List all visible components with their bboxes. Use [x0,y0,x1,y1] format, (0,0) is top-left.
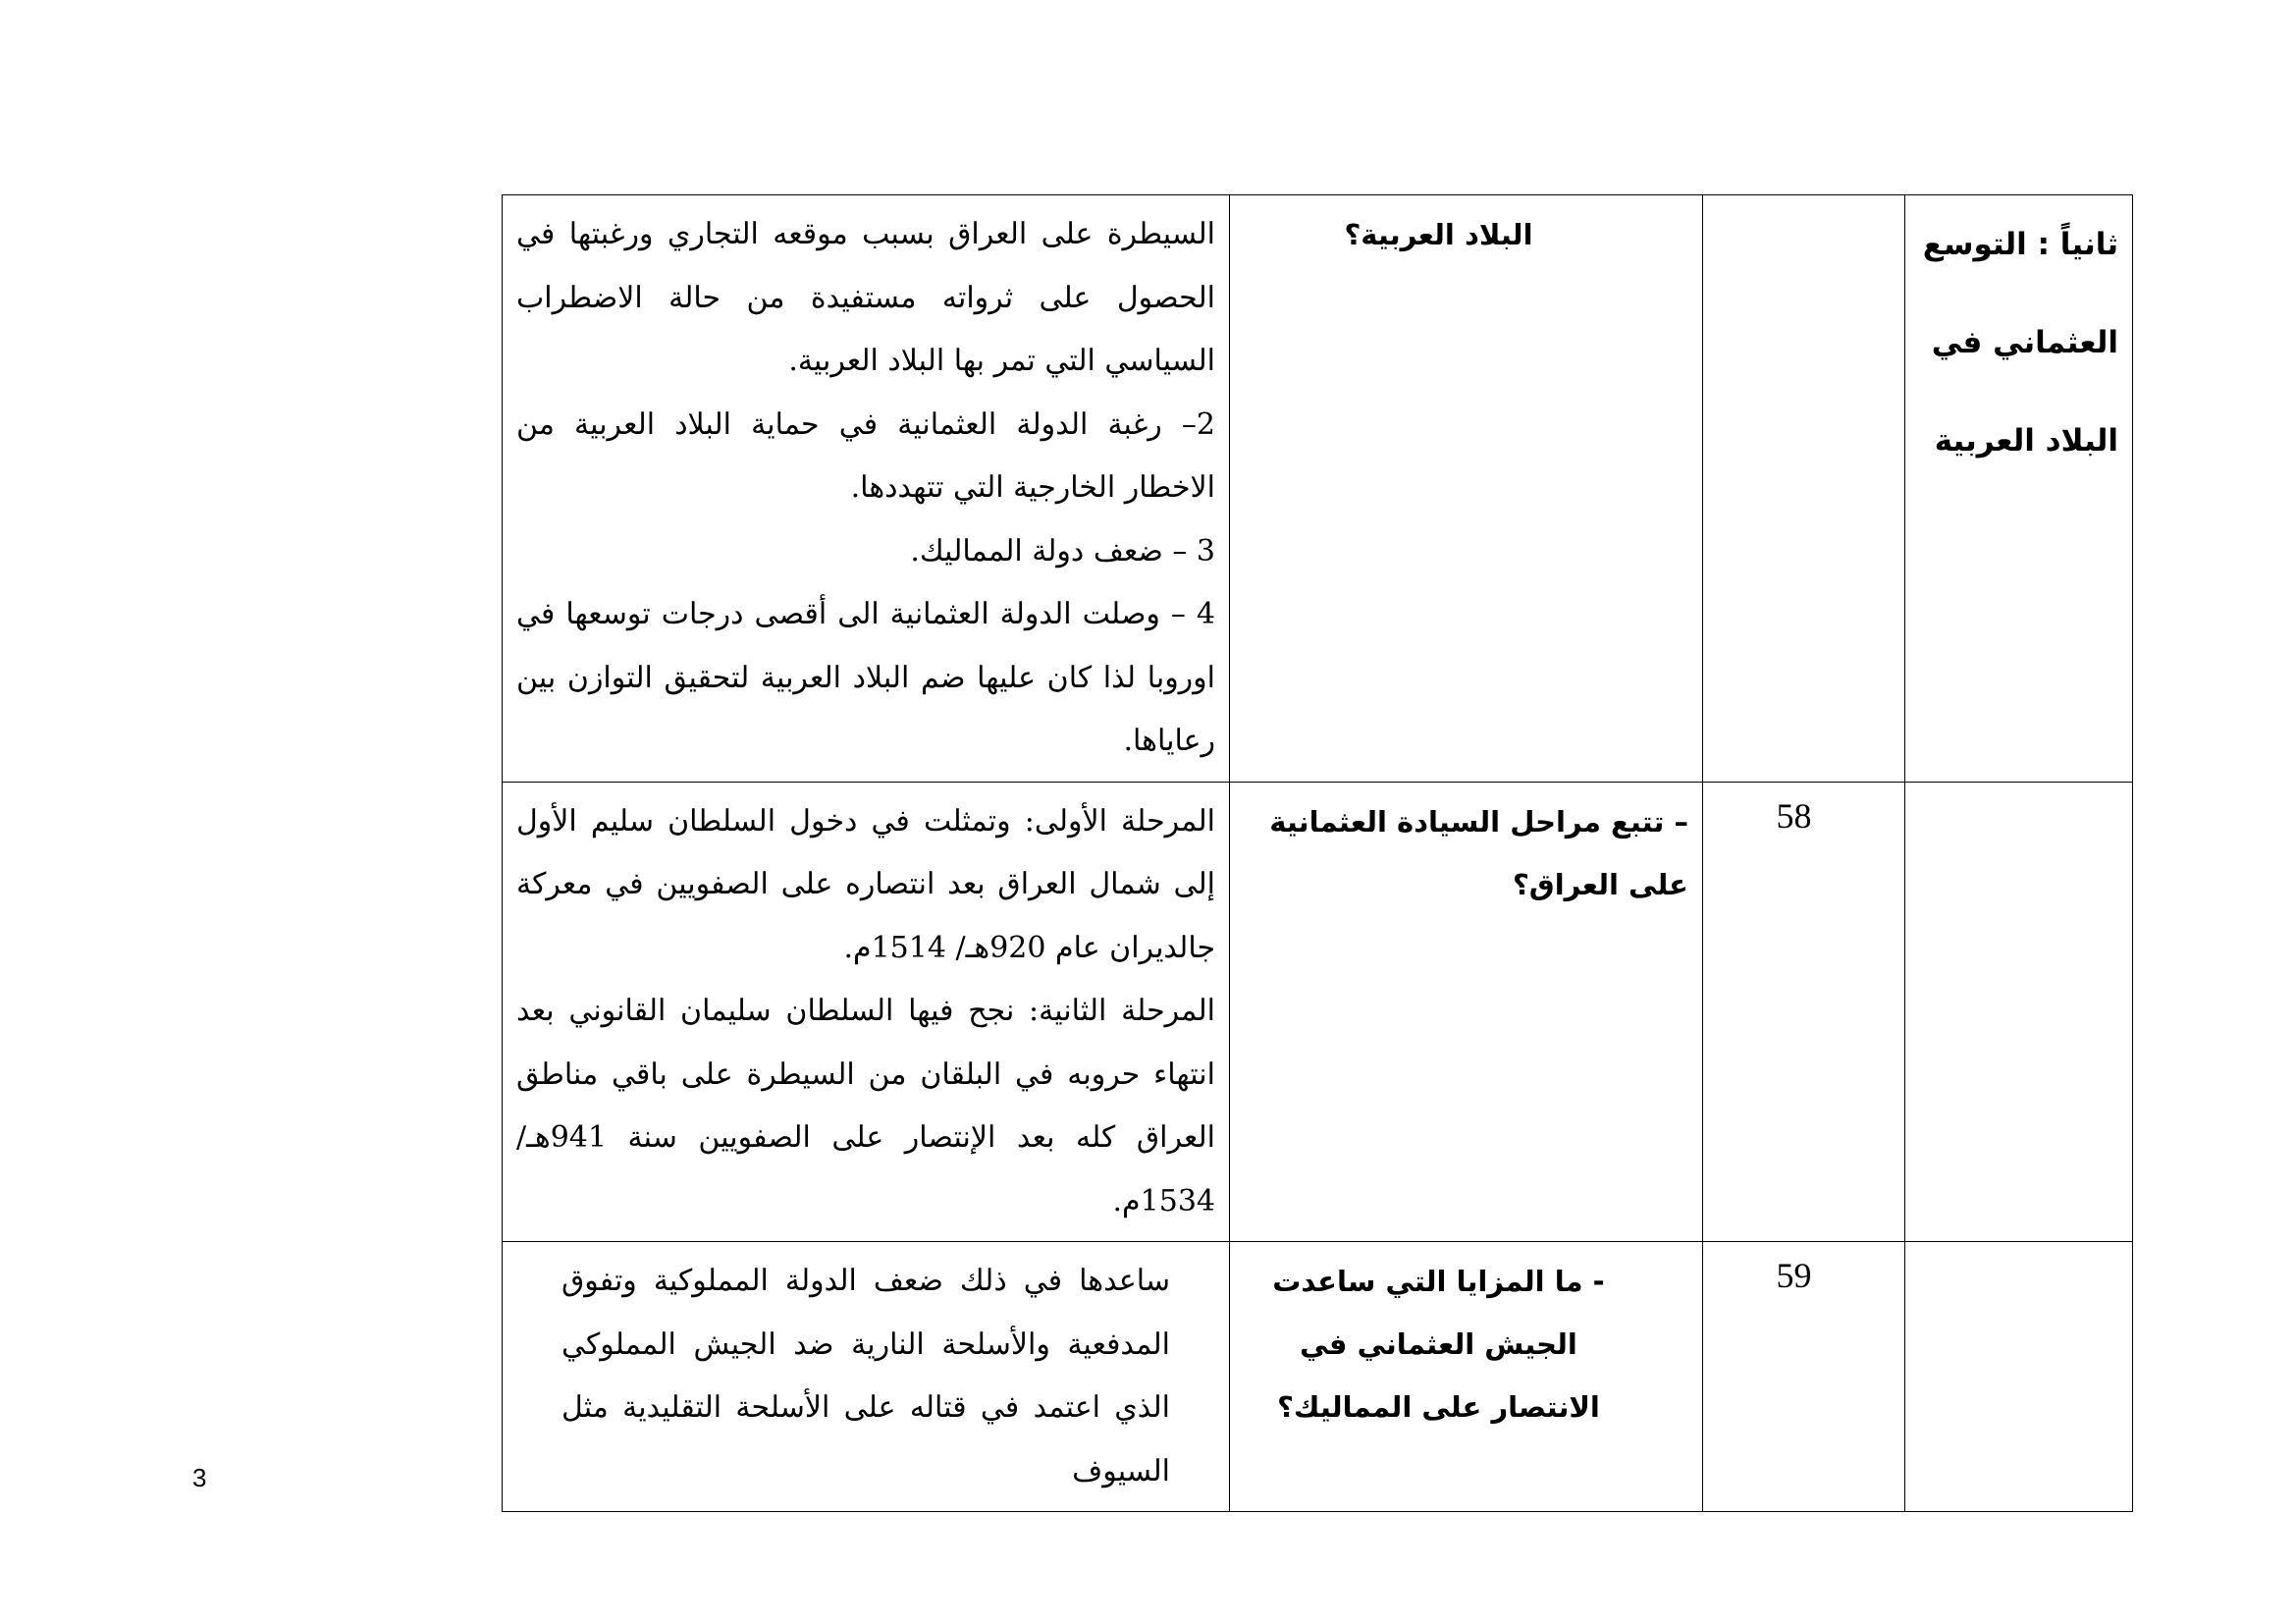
question-cell: – تتبع مراحل السيادة العثمانية على العراق؟ [1230,782,1703,1242]
unit-title-line: ثانياً : التوسع [1922,227,2118,262]
table-row [503,782,2133,1242]
page-number: 3 [192,1463,207,1492]
unit-title-cell [1905,195,2133,783]
answer-paragraph: المرحلة الأولى: وتمثلت في دخول السلطان سليم الأول إلى شمال العراق بعد انتصاره على الصفويين في معركة جالديران عام 920هـ/ 1514م. [516,803,1215,965]
question-number-cell: 58 [1703,782,1905,1242]
question-cell: البلاد العربية؟ [1230,195,1703,783]
answer-cell [503,782,1230,1242]
lesson-table [502,194,2133,1512]
answer-paragraph: 4 – وصلت الدولة العثمانية الى أقصى درجات توسعها في اوروبا لذا كان عليها ضم البلاد العربية لتحقيق التوازن بين رعاياها. [516,597,1215,758]
question-number-cell [1703,195,1905,783]
answer-paragraph: 3 – ضعف دولة المماليك. [910,533,1215,568]
answer-cell [503,1242,1230,1512]
unit-title-cell [1905,1242,2133,1512]
question-number-cell: 59 [1703,1242,1905,1512]
answer-paragraph: ساعدها في ذلك ضعف الدولة المملوكية وتفوق المدفعية والأسلحة النارية ضد الجيش المملوكي الذي اعتمد في قتاله على الأسلحة التقليدية مثل السيوف [561,1264,1170,1489]
question-cell: - ما المزايا التي ساعدت الجيش العثماني في الانتصار على المماليك؟ [1230,1242,1703,1512]
unit-title-line: البلاد العربية [1934,423,2118,459]
table-row [503,195,2133,783]
unit-title-cell [1905,782,2133,1242]
unit-title-line: العثماني في [1931,325,2118,360]
answer-cell [503,195,1230,783]
answer-paragraph: 2– رغبة الدولة العثمانية في حماية البلاد العربية من الاخطار الخارجية التي تتهددها. [516,406,1215,505]
table-row [503,1242,2133,1512]
answer-paragraph: المرحلة الثانية: نجح فيها السلطان سليمان القانوني بعد انتهاء حروبه في البلقان من السيطرة على باقي مناطق العراق كله بعد الإنتصار على الصفويين سنة 941هـ/ 1534م. [516,994,1215,1218]
answer-paragraph: السيطرة على العراق بسبب موقعه التجاري ورغبتها في الحصول على ثرواته مستفيدة من حالة الاضطراب السياسي التي تمر بها البلاد العربية. [516,217,1216,378]
